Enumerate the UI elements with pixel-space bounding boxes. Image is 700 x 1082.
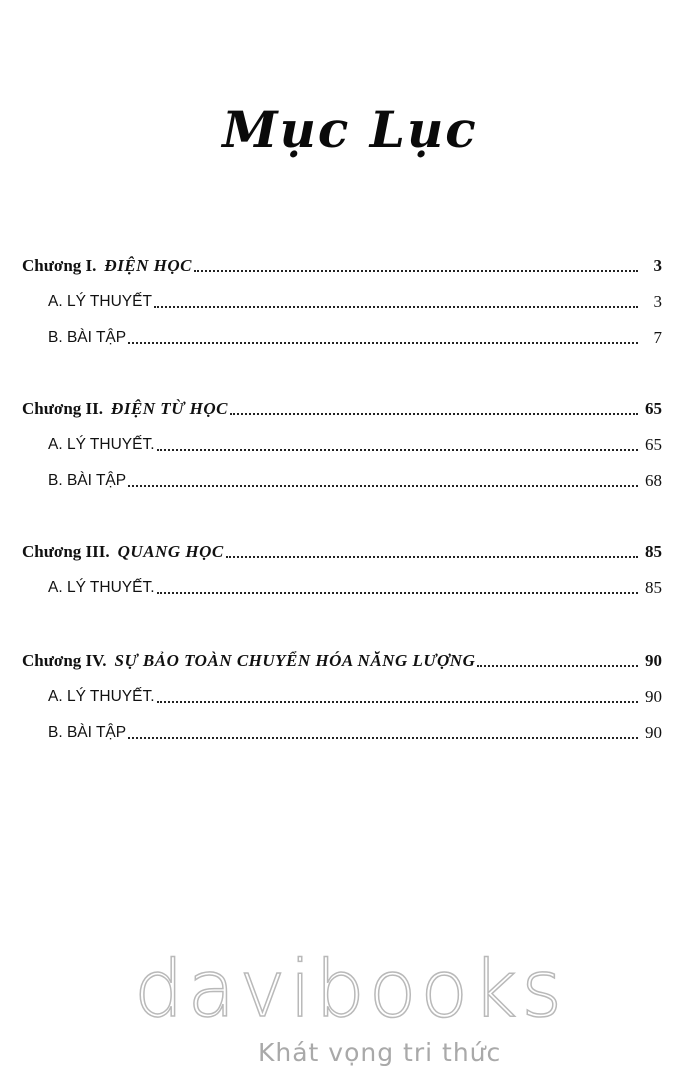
toc-section-1a[interactable] (22, 286, 662, 312)
dot-leader (128, 737, 638, 739)
chapter-number: Chương I. (22, 256, 97, 275)
section-page-number: 65 (645, 435, 662, 454)
toc-chapter-1[interactable] (22, 250, 662, 276)
section-label: B. BÀI TẬP (48, 329, 127, 346)
chapter-page-number: 3 (653, 256, 662, 275)
section-label: A. LÝ THUYẾT. (48, 688, 155, 705)
chapter-number: Chương II. (22, 399, 104, 418)
toc-section-2a[interactable] (22, 429, 662, 455)
watermark-logo: davibooks (134, 945, 566, 1035)
toc-section-1b[interactable] (22, 322, 662, 348)
section-label: B. BÀI TẬP (48, 724, 127, 741)
chapter-page-number: 65 (645, 399, 662, 418)
section-page-number: 90 (645, 687, 662, 706)
chapter-page-number: 85 (645, 542, 662, 561)
section-page-number: 90 (645, 723, 662, 742)
toc-chapter-4[interactable] (22, 645, 662, 671)
section-label: A. LÝ THUYẾT. (48, 579, 155, 596)
dot-leader (477, 665, 638, 667)
toc-chapter-2[interactable] (22, 393, 662, 419)
dot-leader (128, 485, 638, 487)
toc-section-4a[interactable] (22, 681, 662, 707)
dot-leader (194, 270, 638, 272)
dot-leader (128, 342, 638, 344)
section-label: A. LÝ THUYẾT (48, 293, 152, 310)
chapter-title: ĐIỆN HỌC (104, 256, 193, 275)
watermark-slogan: Khát vọng tri thức (258, 1038, 502, 1067)
dot-leader (154, 306, 638, 308)
dot-leader (226, 556, 638, 558)
chapter-title: SỰ BẢO TOÀN CHUYỂN HÓA NĂNG LƯỢNG (114, 651, 476, 670)
section-label: B. BÀI TẬP (48, 472, 127, 489)
toc-section-3a[interactable] (22, 572, 662, 598)
chapter-number: Chương IV. (22, 651, 107, 670)
toc-section-4b[interactable] (22, 717, 662, 743)
dot-leader (157, 701, 638, 703)
chapter-number: Chương III. (22, 542, 110, 561)
section-page-number: 3 (653, 292, 662, 311)
section-page-number: 85 (645, 578, 662, 597)
section-page-number: 68 (645, 471, 662, 490)
chapter-title: ĐIỆN TỪ HỌC (111, 399, 228, 418)
toc-section-2b[interactable] (22, 465, 662, 491)
dot-leader (230, 413, 638, 415)
page-title: Mục Lục (222, 100, 478, 159)
dot-leader (157, 592, 638, 594)
chapter-page-number: 90 (645, 651, 662, 670)
section-page-number: 7 (653, 328, 662, 347)
toc-chapter-3[interactable] (22, 536, 662, 562)
dot-leader (157, 449, 638, 451)
section-label: A. LÝ THUYẾT. (48, 436, 155, 453)
chapter-title: QUANG HỌC (117, 542, 224, 561)
